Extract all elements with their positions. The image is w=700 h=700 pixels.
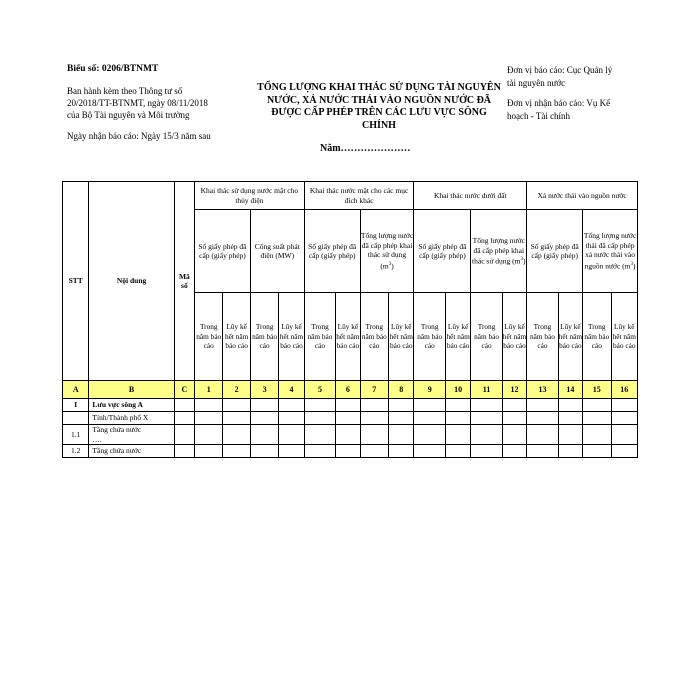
issued-line: 20/2018/TT-BTNMT, ngày 08/11/2018 bbox=[67, 98, 208, 108]
index-cell: B bbox=[89, 381, 174, 399]
row-cell bbox=[304, 425, 335, 445]
row-cell bbox=[223, 425, 250, 445]
report-table bbox=[62, 181, 638, 458]
table-row bbox=[63, 399, 638, 412]
row-cell bbox=[445, 425, 470, 445]
row-cell bbox=[611, 445, 637, 458]
row-cell bbox=[174, 445, 194, 458]
issued-line: của Bộ Tài nguyên và Môi trường bbox=[67, 110, 190, 120]
row-cell bbox=[558, 445, 582, 458]
row-cell bbox=[558, 425, 582, 445]
row-cell bbox=[336, 425, 360, 445]
row-cell bbox=[250, 399, 278, 412]
issued-line: Ban hành kèm theo Thông tư số bbox=[67, 86, 183, 96]
row-cell bbox=[336, 445, 360, 458]
row-cell bbox=[223, 445, 250, 458]
row-cell bbox=[250, 425, 278, 445]
leaf-in-year: Trong năm báo cáo bbox=[414, 293, 445, 381]
row-cell bbox=[360, 412, 388, 425]
row-cell bbox=[174, 399, 194, 412]
index-cell: 4 bbox=[279, 381, 304, 399]
receiving-unit bbox=[507, 97, 647, 122]
index-cell: 1 bbox=[195, 381, 223, 399]
index-cell: 13 bbox=[527, 381, 558, 399]
row-content: Tầng chứa nước bbox=[89, 445, 174, 458]
reporting-unit-line: Đơn vị báo cáo: Cục Quản lý bbox=[507, 65, 613, 75]
leaf-cumulative: Lũy kế hết năm báo cáo bbox=[279, 293, 304, 381]
index-cell: 3 bbox=[250, 381, 278, 399]
issued-note bbox=[67, 85, 242, 121]
leaf-cumulative: Lũy kế hết năm báo cáo bbox=[445, 293, 470, 381]
row-cell bbox=[279, 445, 304, 458]
row-stt: 1.1 bbox=[63, 425, 89, 445]
index-cell: 15 bbox=[583, 381, 611, 399]
reporting-unit-line: tài nguyên nước bbox=[507, 77, 566, 88]
row-cell bbox=[502, 445, 526, 458]
row-cell bbox=[527, 399, 558, 412]
row-content: Lưu vực sông A bbox=[89, 399, 174, 412]
index-cell: 9 bbox=[414, 381, 445, 399]
table-row bbox=[63, 425, 638, 445]
row-cell bbox=[336, 412, 360, 425]
row-cell bbox=[527, 445, 558, 458]
row-cell bbox=[223, 399, 250, 412]
sub-permits: Số giấy phép đã cấp (giấy phép) bbox=[527, 210, 583, 293]
leaf-in-year: Trong năm báo cáo bbox=[583, 293, 611, 381]
row-stt bbox=[63, 412, 89, 425]
sub-permits: Số giấy phép đã cấp (giấy phép) bbox=[414, 210, 471, 293]
group-hydropower: Khai thác sử dụng nước mặt cho thủy điện bbox=[195, 182, 305, 210]
row-cell bbox=[360, 425, 388, 445]
sub-capacity: Công suất phát điện (MW) bbox=[250, 210, 304, 293]
index-cell: 12 bbox=[502, 381, 526, 399]
row-cell bbox=[414, 399, 445, 412]
sub-permits: Số giấy phép đã cấp (giấy phép) bbox=[304, 210, 360, 293]
row-cell bbox=[279, 412, 304, 425]
row-cell bbox=[250, 412, 278, 425]
row-cell bbox=[527, 412, 558, 425]
row-cell bbox=[414, 445, 445, 458]
sub-total-discharge: Tổng lượng nước thải đã cấp phép xả nước thải vào nguồn nước $(m^3)$ bbox=[583, 210, 638, 293]
row-cell bbox=[279, 399, 304, 412]
table-row bbox=[63, 412, 638, 425]
row-cell bbox=[558, 399, 582, 412]
row-cell bbox=[558, 412, 582, 425]
group-surface-other: Khai thác nước mặt cho các mục đích khác bbox=[304, 182, 414, 210]
row-cell bbox=[174, 425, 194, 445]
row-cell bbox=[611, 399, 637, 412]
row-cell bbox=[414, 412, 445, 425]
row-cell bbox=[389, 445, 414, 458]
index-cell: C bbox=[174, 381, 194, 399]
row-cell bbox=[445, 399, 470, 412]
title-line: ĐƯỢC CẤP PHÉP TRÊN CÁC LƯU VỰC SÔNG bbox=[271, 107, 487, 118]
title-line: TỔNG LƯỢNG KHAI THÁC SỬ DỤNG TÀI NGUYÊN bbox=[257, 82, 501, 93]
received-date: Ngày nhận báo cáo: Ngày 15/3 năm sau bbox=[67, 131, 211, 141]
row-cell bbox=[502, 425, 526, 445]
row-cell bbox=[360, 445, 388, 458]
receiving-unit-line: hoạch - Tài chính bbox=[507, 110, 571, 121]
leaf-in-year: Trong năm báo cáo bbox=[250, 293, 278, 381]
row-cell bbox=[250, 445, 278, 458]
row-cell bbox=[502, 399, 526, 412]
leaf-cumulative: Lũy kế hết năm báo cáo bbox=[502, 293, 526, 381]
leaf-cumulative: Lũy kế hết năm báo cáo bbox=[223, 293, 250, 381]
group-discharge: Xả nước thải vào nguồn nước bbox=[527, 182, 638, 210]
row-cell bbox=[195, 445, 223, 458]
row-cell bbox=[445, 412, 470, 425]
leaf-in-year: Trong năm báo cáo bbox=[304, 293, 335, 381]
leaf-cumulative: Lũy kế hết năm báo cáo bbox=[611, 293, 637, 381]
group-groundwater: Khai thác nước dưới đất bbox=[414, 182, 527, 210]
row-cell bbox=[471, 425, 502, 445]
row-cell bbox=[611, 412, 637, 425]
row-cell bbox=[583, 445, 611, 458]
report-title bbox=[244, 82, 514, 132]
index-cell: A bbox=[63, 381, 89, 399]
leaf-in-year: Trong năm báo cáo bbox=[360, 293, 388, 381]
row-cell bbox=[611, 425, 637, 445]
leaf-cumulative: Lũy kế hết năm báo cáo bbox=[389, 293, 414, 381]
index-cell: 8 bbox=[389, 381, 414, 399]
index-cell: 2 bbox=[223, 381, 250, 399]
header-stt: STT bbox=[63, 182, 89, 381]
data-rows bbox=[63, 399, 638, 458]
row-cell bbox=[583, 412, 611, 425]
row-cell bbox=[583, 399, 611, 412]
index-cell: 14 bbox=[558, 381, 582, 399]
leaf-cumulative: Lũy kế hết năm báo cáo bbox=[558, 293, 582, 381]
index-cell: 7 bbox=[360, 381, 388, 399]
index-cell: 6 bbox=[336, 381, 360, 399]
row-cell bbox=[389, 399, 414, 412]
row-cell bbox=[336, 399, 360, 412]
table-row bbox=[63, 445, 638, 458]
sub-total-use: Tổng lượng nước đã cấp phép khai thác sử dụng $(m^3)$ bbox=[360, 210, 414, 293]
row-cell bbox=[174, 412, 194, 425]
title-line: CHÍNH bbox=[362, 119, 396, 131]
leaf-in-year: Trong năm báo cáo bbox=[527, 293, 558, 381]
index-cell: 5 bbox=[304, 381, 335, 399]
row-cell bbox=[471, 445, 502, 458]
row-cell bbox=[389, 412, 414, 425]
row-stt: 1.2 bbox=[63, 445, 89, 458]
leaf-in-year: Trong năm báo cáo bbox=[195, 293, 223, 381]
row-cell bbox=[195, 425, 223, 445]
index-cell: 11 bbox=[471, 381, 502, 399]
row-cell bbox=[389, 425, 414, 445]
row-cell bbox=[304, 412, 335, 425]
row-cell bbox=[304, 445, 335, 458]
row-cell bbox=[445, 445, 470, 458]
sub-permits: Số giấy phép đã cấp (giấy phép) bbox=[195, 210, 251, 293]
index-row bbox=[63, 381, 638, 399]
row-cell bbox=[304, 399, 335, 412]
leaf-in-year: Trong năm báo cáo bbox=[471, 293, 502, 381]
row-cell bbox=[471, 412, 502, 425]
receiving-unit-line: Đơn vị nhận báo cáo: Vụ Kế bbox=[507, 98, 611, 108]
row-cell bbox=[195, 412, 223, 425]
row-cell bbox=[502, 412, 526, 425]
reporting-unit bbox=[507, 64, 647, 89]
form-code: Biểu số: 0206/BTNMT bbox=[67, 64, 159, 74]
row-cell bbox=[360, 399, 388, 412]
year-label: Năm………………… bbox=[320, 143, 411, 154]
header-content: Nội dung bbox=[89, 182, 174, 381]
row-cell bbox=[279, 425, 304, 445]
index-cell: 16 bbox=[611, 381, 637, 399]
index-cell: 10 bbox=[445, 381, 470, 399]
row-cell bbox=[195, 399, 223, 412]
row-cell bbox=[223, 412, 250, 425]
leaf-cumulative: Lũy kế hết năm báo cáo bbox=[336, 293, 360, 381]
row-cell bbox=[414, 425, 445, 445]
header-code: Mã số bbox=[174, 182, 194, 381]
row-stt: I bbox=[63, 399, 89, 412]
sub-total-use: Tổng lượng nước đã cấp phép khai thác sử dụng $(m^3)$ bbox=[471, 210, 527, 293]
row-content: Tỉnh/Thành phố X bbox=[89, 412, 174, 425]
row-cell bbox=[471, 399, 502, 412]
row-cell bbox=[527, 425, 558, 445]
title-line: NƯỚC, XẢ NƯỚC THẢI VÀO NGUỒN NƯỚC ĐÃ bbox=[266, 94, 492, 106]
row-content: Tầng chứa nước …. bbox=[89, 425, 174, 445]
row-cell bbox=[583, 425, 611, 445]
